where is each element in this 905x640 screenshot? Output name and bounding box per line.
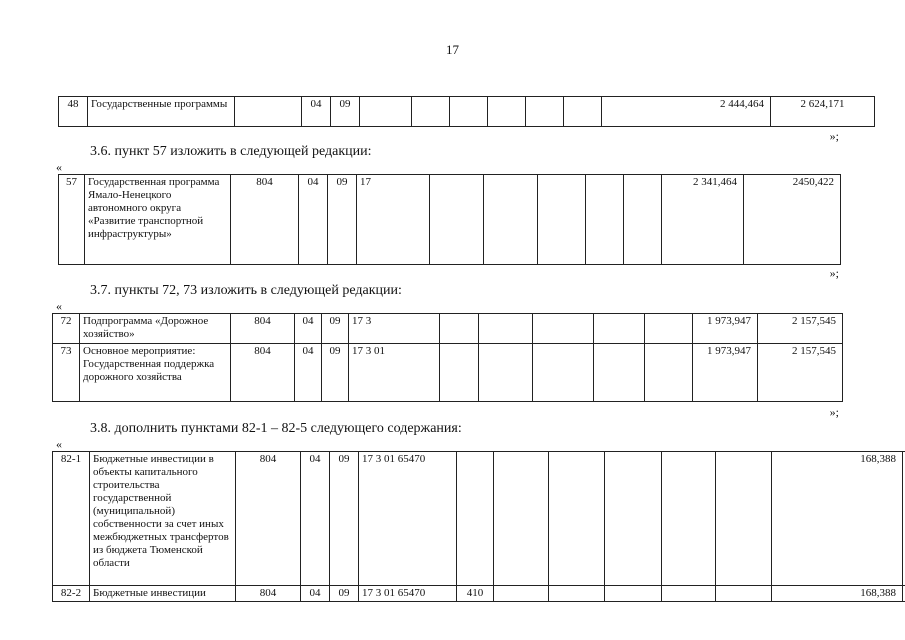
- table-row-48: [58, 96, 875, 127]
- row-number: 72: [53, 314, 80, 344]
- admin-code: 804: [236, 586, 301, 602]
- section-code: 04: [301, 586, 330, 602]
- target-article-code: 17: [357, 175, 430, 265]
- table-rows-82: [52, 451, 905, 602]
- section-heading: 3.7. пункты 72, 73 изложить в следующей редакции:: [90, 283, 402, 298]
- subsection-code: 09: [328, 175, 357, 265]
- opening-quote: «: [56, 160, 62, 174]
- closing-quote: »;: [829, 129, 839, 143]
- target-article-code: 17 3 01 65470: [359, 452, 457, 586]
- row-name: Бюджетные инвестиции: [90, 586, 236, 602]
- table-row: [53, 314, 843, 344]
- section-heading: 3.8. дополнить пунктами 82-1 – 82-5 следующего содержания:: [90, 421, 462, 436]
- amount-year-2: 2 157,545: [758, 314, 843, 344]
- expense-type-code: [440, 344, 479, 402]
- amount-year-1: 1 973,947: [693, 344, 758, 402]
- row-number: 82-2: [53, 586, 90, 602]
- admin-code: 804: [236, 452, 301, 586]
- amount-year-1: 1 973,947: [693, 314, 758, 344]
- expense-type-code: 410: [457, 586, 494, 602]
- admin-code: 804: [231, 344, 295, 402]
- closing-quote: »;: [829, 266, 839, 280]
- row-name: Бюджетные инвестиции в объекты капитального строительства государственной (муниципальной) собственности за счет иных межбюджетных трансфертов из бюджета Тюменской области: [90, 452, 236, 586]
- page-number: 17: [446, 42, 459, 57]
- amount-year-1: 2 341,464: [662, 175, 744, 265]
- row-number: 73: [53, 344, 80, 402]
- section-code: 04: [301, 452, 330, 586]
- table-row: [53, 344, 843, 402]
- row-name: Подпрограмма «Дорожное хозяйство»: [80, 314, 231, 344]
- subsection-code: 09: [330, 586, 359, 602]
- row-name: Основное мероприятие: Государственная поддержка дорожного хозяйства: [80, 344, 231, 402]
- table-row-57: [58, 174, 841, 265]
- section-code: 04: [302, 97, 331, 127]
- table-row: [53, 452, 905, 586]
- section-code: 04: [295, 344, 322, 402]
- section-code: 04: [299, 175, 328, 265]
- row-number: 48: [59, 97, 88, 127]
- target-article-code: [360, 97, 412, 127]
- subsection-code: 09: [331, 97, 360, 127]
- expense-type-code: [430, 175, 484, 265]
- section-code: 04: [295, 314, 322, 344]
- section-heading: 3.6. пункт 57 изложить в следующей редакции:: [90, 144, 372, 159]
- expense-type-code: [440, 314, 479, 344]
- amount-year-1: 168,388: [772, 452, 903, 586]
- row-number: 82-1: [53, 452, 90, 586]
- target-article-code: 17 3: [349, 314, 440, 344]
- expense-type-code: [457, 452, 494, 586]
- amount-year-1: 2 444,464: [602, 97, 771, 127]
- admin-code: 804: [231, 175, 299, 265]
- expense-type-code: [412, 97, 450, 127]
- closing-quote: »;: [829, 405, 839, 419]
- row-number: 57: [59, 175, 85, 265]
- amount-year-2: 2 624,171: [771, 97, 875, 127]
- admin-code: [235, 97, 302, 127]
- row-name: Государственные программы: [88, 97, 235, 127]
- table-row: [59, 97, 875, 127]
- subsection-code: 09: [330, 452, 359, 586]
- row-name: Государственная программа Ямало-Ненецкого автономного округа «Развитие транспортной инфраструктуры»: [85, 175, 231, 265]
- admin-code: 804: [231, 314, 295, 344]
- target-article-code: 17 3 01 65470: [359, 586, 457, 602]
- amount-year-2: 2450,422: [744, 175, 841, 265]
- amount-year-2: 2 157,545: [758, 344, 843, 402]
- table-row: [59, 175, 841, 265]
- subsection-code: 09: [322, 314, 349, 344]
- opening-quote: «: [56, 437, 62, 451]
- opening-quote: «: [56, 299, 62, 313]
- table-row: [53, 586, 905, 602]
- table-rows-72-73: [52, 313, 843, 402]
- subsection-code: 09: [322, 344, 349, 402]
- amount-year-1: 168,388: [772, 586, 903, 602]
- target-article-code: 17 3 01: [349, 344, 440, 402]
